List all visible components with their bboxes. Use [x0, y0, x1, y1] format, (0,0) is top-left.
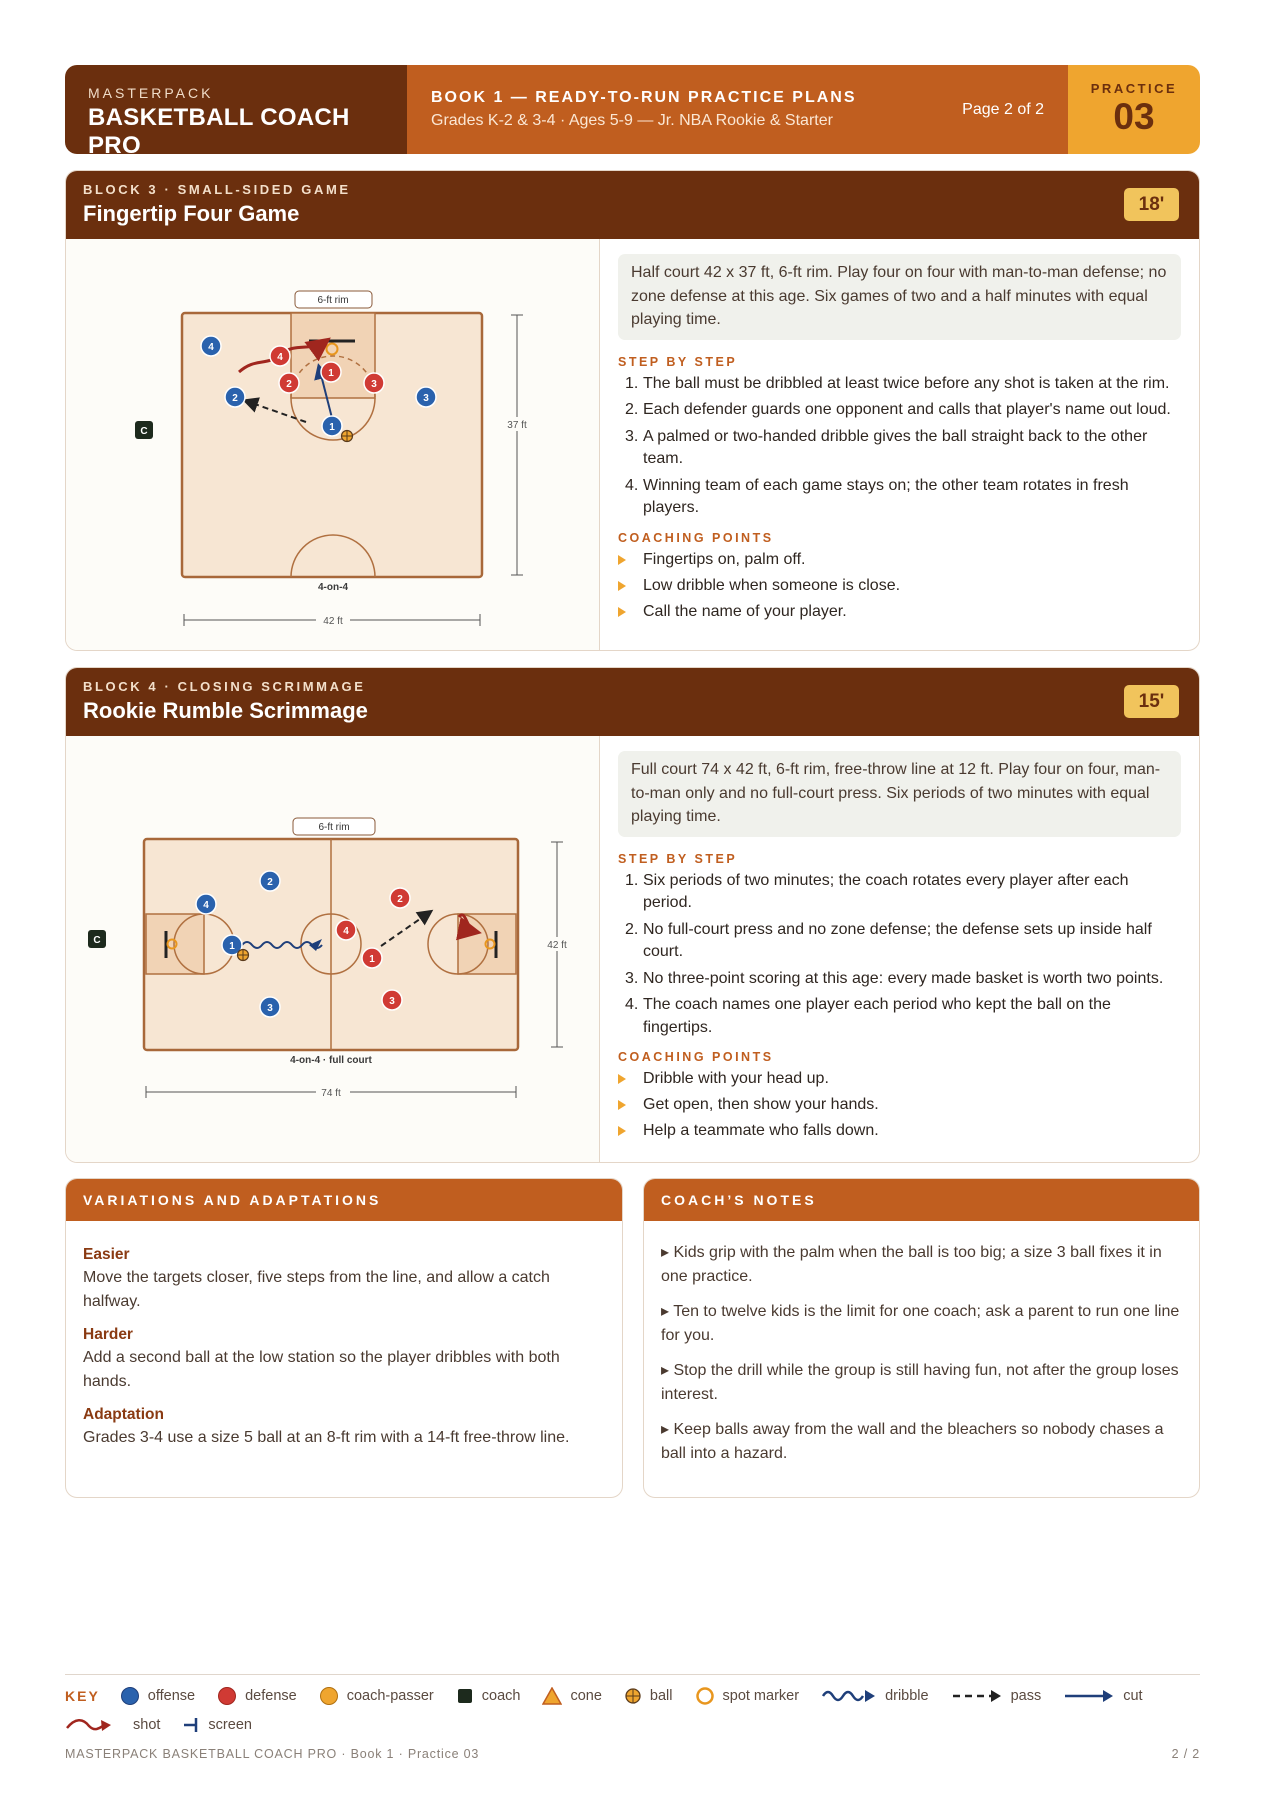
offense-player: [322, 416, 342, 436]
legend-pass: pass: [951, 1687, 1042, 1705]
svg-text:3: 3: [389, 996, 395, 1007]
block-3-diagram: [66, 239, 600, 651]
svg-text:4: 4: [203, 900, 209, 911]
defense-player: [382, 990, 402, 1010]
steps-label: STEP BY STEP: [618, 354, 738, 369]
offense-player: [225, 387, 245, 407]
defense-player: [321, 362, 341, 382]
coach-notes-title: COACH’S NOTES: [644, 1179, 1199, 1221]
defense-player: [270, 346, 290, 366]
point-item: Get open, then show your hands.: [618, 1094, 1181, 1116]
point-item: Help a teammate who falls down.: [618, 1120, 1181, 1142]
legend-cone: cone: [542, 1687, 601, 1705]
triangle-bullet-icon: [618, 1126, 626, 1136]
step-item: 3. No three-point scoring at this age: every made basket is worth two points.: [625, 969, 1164, 987]
legend-label: KEY: [65, 1688, 100, 1704]
block-4-kicker: BLOCK 4 · CLOSING SCRIMMAGE: [83, 679, 366, 694]
width-label: 42 ft: [323, 616, 343, 627]
block-3-steps: [618, 373, 1181, 520]
block-4-points: [618, 1068, 1181, 1142]
shot-icon: [65, 1716, 113, 1734]
block-4-content: [600, 736, 1199, 1163]
dribble-icon: [821, 1687, 877, 1705]
point-item: Low dribble when someone is close.: [618, 575, 1181, 597]
svg-text:1: 1: [329, 422, 335, 433]
cut-icon: [1063, 1687, 1115, 1705]
depth-label: 37 ft: [507, 420, 527, 431]
triangle-bullet-icon: [618, 581, 626, 591]
block-3-title: Fingertip Four Game: [83, 201, 300, 226]
variation-label: Harder: [83, 1326, 133, 1343]
variation-text: Grades 3-4 use a size 5 ball at an 8-ft rim with a 14-ft free-throw line.: [83, 1429, 570, 1446]
svg-text:2: 2: [232, 393, 238, 404]
variation-text: Move the targets closer, five steps from the line, and allow a catch halfway.: [83, 1269, 550, 1310]
legend-coach-passer: coach-passer: [319, 1686, 434, 1706]
point-item: Fingertips on, palm off.: [618, 549, 1181, 571]
coach-passer-icon: [319, 1686, 339, 1706]
svg-text:4: 4: [343, 926, 349, 937]
legend-offense: offense: [120, 1686, 195, 1706]
coach-notes-card: [643, 1178, 1200, 1498]
offense-player: [201, 336, 221, 356]
block-3-duration: 18': [1124, 188, 1179, 221]
note-item: ▸ Kids grip with the palm when the ball is too big; a size 3 ball fixes it in one practice.: [661, 1244, 1162, 1285]
note-item: ▸ Stop the drill while the group is still having fun, not after the group loses interest.: [661, 1362, 1179, 1403]
defense-player: [362, 948, 382, 968]
legend-defense: defense: [217, 1686, 297, 1706]
variation-item: [83, 1406, 605, 1450]
cone-icon: [542, 1687, 562, 1705]
block-4-header: [66, 668, 1199, 736]
left-key: [146, 914, 204, 974]
half-court-diagram: [66, 239, 600, 651]
offense-player: [416, 387, 436, 407]
points-label: COACHING POINTS: [618, 1050, 774, 1064]
block-4-card: [65, 667, 1200, 1163]
brand-sup: MASTERPACK: [88, 85, 214, 101]
block-4-diagram: [66, 736, 600, 1163]
points-label: COACHING POINTS: [618, 530, 774, 545]
block-3-points: [618, 549, 1181, 623]
footer-page-number: 2 / 2: [1171, 1747, 1200, 1761]
legend: [65, 1674, 1200, 1735]
variation-item: [83, 1246, 605, 1313]
brand-title: BASKETBALL COACH PRO: [88, 104, 350, 154]
variation-text: Add a second ball at the low station so the player dribbles with both hands.: [83, 1349, 560, 1390]
defense-player: [279, 373, 299, 393]
block-4-duration: 15': [1124, 685, 1179, 718]
page-footer: [65, 1747, 1200, 1761]
full-court-diagram: [66, 736, 600, 1163]
triangle-bullet-icon: [618, 1074, 626, 1084]
spot-marker-icon: [695, 1686, 715, 1706]
block-4-title: Rookie Rumble Scrimmage: [83, 698, 368, 723]
block-3-setup: Half court 42 x 37 ft, 6-ft rim. Play four on four with man-to-man defense; no zone defense at this age. Six games of two and a half minutes with equal playing time.: [618, 254, 1181, 340]
svg-text:C: C: [93, 935, 101, 946]
svg-text:1: 1: [229, 941, 235, 952]
legend-dribble: dribble: [821, 1687, 929, 1705]
step-item: 1. Six periods of two minutes; the coach rotates every player after each period.: [625, 871, 1129, 911]
point-item: Dribble with your head up.: [618, 1068, 1181, 1090]
page-indicator: Page 2 of 2: [962, 101, 1044, 118]
block-3-card: [65, 170, 1200, 651]
rim-label: 6-ft rim: [317, 295, 349, 306]
legend-coach: coach: [456, 1687, 521, 1705]
pass-icon: [951, 1687, 1003, 1705]
svg-text:3: 3: [267, 1003, 273, 1014]
book-panel: [407, 65, 1068, 154]
svg-text:3: 3: [371, 379, 377, 390]
defense-player: [336, 920, 356, 940]
svg-text:2: 2: [397, 894, 403, 905]
variation-label: Adaptation: [83, 1406, 164, 1423]
step-item: 1. The ball must be dribbled at least twice before any shot is taken at the rim.: [625, 374, 1170, 392]
defense-icon: [217, 1686, 237, 1706]
offense-player: [260, 997, 280, 1017]
svg-text:3: 3: [423, 393, 429, 404]
variation-label: Easier: [83, 1246, 130, 1263]
screen-icon: [182, 1716, 200, 1734]
svg-text:1: 1: [328, 368, 334, 379]
triangle-bullet-icon: [618, 1100, 626, 1110]
step-item: 2. No full-court press and no zone defense; the defense sets up inside half court.: [625, 920, 1152, 960]
practice-number: 03: [1113, 96, 1155, 137]
book-title: BOOK 1 — READY-TO-RUN PRACTICE PLANS: [431, 89, 857, 106]
svg-text:C: C: [140, 426, 148, 437]
block-3-header: [66, 171, 1199, 239]
ball: [238, 950, 249, 961]
point-item: Call the name of your player.: [618, 601, 1181, 623]
legend-ball: ball: [624, 1687, 673, 1705]
practice-label: PRACTICE: [1090, 81, 1178, 96]
offense-player: [196, 894, 216, 914]
rim-label: 6-ft rim: [318, 822, 350, 833]
book-subtitle: Grades K-2 & 3-4 · Ages 5-9 — Jr. NBA Rookie & Starter: [431, 112, 833, 129]
note-item: ▸ Ten to twelve kids is the limit for one coach; ask a parent to run one line for you.: [661, 1303, 1180, 1344]
legend-cut: cut: [1063, 1687, 1142, 1705]
offense-icon: [120, 1686, 140, 1706]
triangle-bullet-icon: [618, 555, 626, 565]
brand-panel: [65, 65, 407, 154]
block-3-content: [600, 239, 1199, 651]
ball: [342, 431, 353, 442]
svg-text:2: 2: [267, 877, 273, 888]
block-4-setup: Full court 74 x 42 ft, 6-ft rim, free-throw line at 12 ft. Play four on four, man-to-man only and no full-court press. Six periods of two minutes with equal playing time.: [618, 751, 1181, 837]
step-item: 2. Each defender guards one opponent and calls that player's name out loud.: [625, 401, 1171, 418]
steps-label: STEP BY STEP: [618, 851, 738, 866]
variations-card: [65, 1178, 623, 1498]
svg-text:2: 2: [286, 379, 292, 390]
practice-badge: [1068, 65, 1200, 154]
legend-spot-marker: spot marker: [695, 1686, 800, 1706]
svg-text:4: 4: [277, 352, 283, 363]
triangle-bullet-icon: [618, 607, 626, 617]
svg-text:4: 4: [208, 342, 214, 353]
legend-shot: shot: [65, 1716, 160, 1734]
diagram-caption: 4-on-4 · full court: [290, 1055, 372, 1066]
variation-item: [83, 1326, 605, 1393]
diagram-caption: 4-on-4: [318, 582, 348, 593]
step-item: 3. A palmed or two-handed dribble gives the ball straight back to the other team.: [625, 427, 1148, 467]
legend-screen: screen: [182, 1716, 252, 1734]
block-3-kicker: BLOCK 3 · SMALL-SIDED GAME: [83, 182, 351, 197]
step-item: 4. The coach names one player each period who kept the ball on the fingertips.: [625, 996, 1111, 1036]
coach-icon: [456, 1687, 474, 1705]
page-header: [65, 65, 1200, 154]
defense-player: [364, 373, 384, 393]
defense-player: [390, 888, 410, 908]
depth-label: 42 ft: [547, 940, 567, 951]
block-4-steps: [618, 870, 1181, 1040]
offense-player: [260, 871, 280, 891]
note-item: ▸ Keep balls away from the wall and the bleachers so nobody chases a ball into a hazard.: [661, 1421, 1164, 1462]
footer-text: MASTERPACK BASKETBALL COACH PRO · Book 1 · Practice 03: [65, 1747, 480, 1761]
ball-icon: [624, 1687, 642, 1705]
step-item: 4. Winning team of each game stays on; the other team rotates in fresh players.: [625, 476, 1129, 516]
width-label: 74 ft: [321, 1088, 341, 1099]
svg-text:1: 1: [369, 954, 375, 965]
variations-title: VARIATIONS AND ADAPTATIONS: [66, 1179, 622, 1221]
